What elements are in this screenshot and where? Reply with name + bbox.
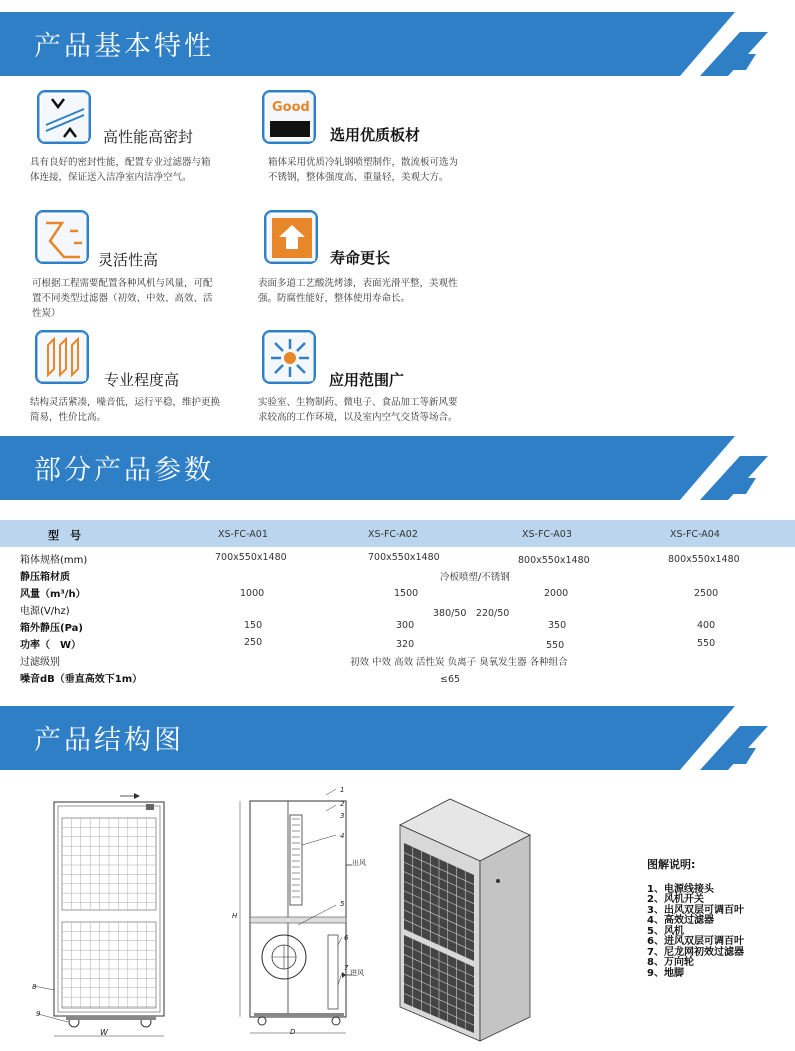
table-row xyxy=(0,652,795,669)
feature-title: 选用优质板材 xyxy=(330,126,421,144)
callout-6: 6 xyxy=(344,934,349,942)
table-row xyxy=(0,601,795,618)
flexibility-icon xyxy=(35,210,89,264)
table-header-label: 型 号 xyxy=(48,529,81,542)
feature-title: 寿命更长 xyxy=(330,249,391,267)
model-header: XS-FC-A03 xyxy=(522,529,572,540)
table-row xyxy=(0,635,795,652)
section-title: 产品基本特性 xyxy=(34,31,214,62)
section-banner-features xyxy=(0,12,795,76)
longevity-icon xyxy=(264,210,318,264)
table-cell: 1000 xyxy=(240,588,265,599)
feature-title: 专业程度高 xyxy=(104,371,180,389)
front-view-drawing xyxy=(30,790,180,1040)
table-cell: 550 xyxy=(546,640,565,651)
inlet-label: 进风 xyxy=(350,969,364,977)
professional-icon xyxy=(35,330,89,384)
application-range-icon xyxy=(262,330,316,384)
callout-7: 7 xyxy=(344,964,349,972)
good-badge: Good xyxy=(272,100,310,115)
callout-9: 9 xyxy=(36,1010,41,1018)
legend-item: 3、出风双层可调百叶 xyxy=(647,904,744,916)
model-header: XS-FC-A02 xyxy=(368,529,418,540)
table-cell: 400 xyxy=(697,620,716,631)
table-cell: 800x550x1480 xyxy=(518,555,590,566)
table-cell: 300 xyxy=(396,620,415,631)
table-cell: 700x550x1480 xyxy=(368,552,440,563)
diagram-legend xyxy=(647,860,744,979)
table-cell: 320 xyxy=(396,639,415,650)
feature-desc: 具有良好的密封性能，配置专业过滤器与箱 体连接，保证送入洁净室内洁净空气。 xyxy=(30,157,211,183)
row-label: 箱外静压(Pa) xyxy=(20,623,83,634)
table-row xyxy=(0,584,795,601)
legend-item: 6、进风双层可调百叶 xyxy=(647,936,744,947)
table-cell: 700x550x1480 xyxy=(215,552,287,563)
feature-desc: 实验室、生物制药、微电子、食品加工等新风要 求较高的工作环境，以及室内空气交货等场合。 xyxy=(258,397,458,423)
width-label: W xyxy=(100,1028,108,1037)
banner-decoration-icon xyxy=(640,436,795,500)
feature-desc: 表面多道工艺酸洗烤漆，表面光滑平整，美观性 强。防腐性能好，整体使用寿命长。 xyxy=(258,278,458,304)
table-cell: 1500 xyxy=(394,588,419,599)
row-label: 风量（m³/h） xyxy=(20,589,86,600)
legend-item: 4、高效过滤器 xyxy=(647,915,714,926)
table-cell: 250 xyxy=(244,637,263,648)
legend-item: 9、地脚 xyxy=(647,967,684,979)
feature-title: 应用范围广 xyxy=(329,371,405,389)
legend-item: 2、风机开关 xyxy=(647,894,704,905)
table-cell-merged: ≤65 xyxy=(440,674,461,685)
feature-desc: 箱体采用优质冷轧钢喷塑制作，散流板可选为 不锈钢，整体强度高、重量轻，美观大方。 xyxy=(268,157,459,183)
table-row xyxy=(0,618,795,635)
height-label: H xyxy=(232,912,238,920)
section-title: 部分产品参数 xyxy=(34,455,214,486)
callout-4: 4 xyxy=(340,832,345,840)
callout-3: 3 xyxy=(340,812,345,820)
legend-item: 8、万向轮 xyxy=(647,957,694,968)
row-label: 功率（ W） xyxy=(20,640,82,651)
good-material-icon xyxy=(262,90,316,144)
isometric-view-drawing xyxy=(390,795,540,1045)
row-label: 过滤级别 xyxy=(20,657,60,668)
callout-2: 2 xyxy=(340,800,345,808)
legend-title: 图解说明: xyxy=(647,858,696,871)
banner-decoration-icon xyxy=(640,12,795,76)
feature-title: 灵活性高 xyxy=(98,251,159,269)
depth-label: D xyxy=(290,1028,296,1036)
section-title: 产品结构图 xyxy=(34,725,184,756)
outlet-label: 出风 xyxy=(352,859,366,867)
table-cell-merged: 初效 中效 高效 活性炭 负离子 臭氧发生器 各种组合 xyxy=(350,657,568,668)
table-cell: 150 xyxy=(244,620,263,631)
banner-decoration-icon xyxy=(640,706,795,770)
model-header: XS-FC-A04 xyxy=(670,529,720,540)
legend-item: 7、尼龙网初效过滤器 xyxy=(647,946,744,958)
table-row xyxy=(0,550,795,567)
table-cell: 2500 xyxy=(694,588,719,599)
row-label: 箱体规格(mm) xyxy=(20,555,88,566)
callout-5: 5 xyxy=(340,900,345,908)
feature-desc: 结构灵活紧凑，噪音低，运行平稳，维护更换 简易，性价比高。 xyxy=(30,397,221,423)
side-view-drawing xyxy=(228,785,358,1040)
legend-item: 1、电源线接头 xyxy=(647,883,714,895)
table-row xyxy=(0,669,795,686)
row-label: 噪音dB（垂直高效下1m） xyxy=(20,674,143,685)
section-banner-structure xyxy=(0,706,795,770)
legend-item: 5、风机 xyxy=(647,925,684,937)
table-cell-merged: 380/50 220/50 xyxy=(433,608,510,619)
table-header-row xyxy=(0,520,795,547)
table-cell: 2000 xyxy=(544,588,569,599)
seal-icon xyxy=(37,90,91,144)
callout-1: 1 xyxy=(340,786,345,794)
table-row xyxy=(0,567,795,584)
row-label: 静压箱材质 xyxy=(20,572,70,583)
table-cell-merged: 冷板喷塑/不锈钢 xyxy=(440,572,510,583)
model-header: XS-FC-A01 xyxy=(218,529,268,540)
row-label: 电源(V/hz) xyxy=(20,606,70,617)
feature-title: 高性能高密封 xyxy=(103,128,194,146)
section-banner-params xyxy=(0,436,795,500)
table-cell: 800x550x1480 xyxy=(668,554,740,565)
table-cell: 550 xyxy=(697,638,716,649)
feature-desc: 可根据工程需要配置各种风机与风量，可配 置不同类型过滤器（初效、中效、高效、活 性炭） xyxy=(32,278,213,319)
table-cell: 350 xyxy=(548,620,567,631)
callout-8: 8 xyxy=(32,983,37,991)
